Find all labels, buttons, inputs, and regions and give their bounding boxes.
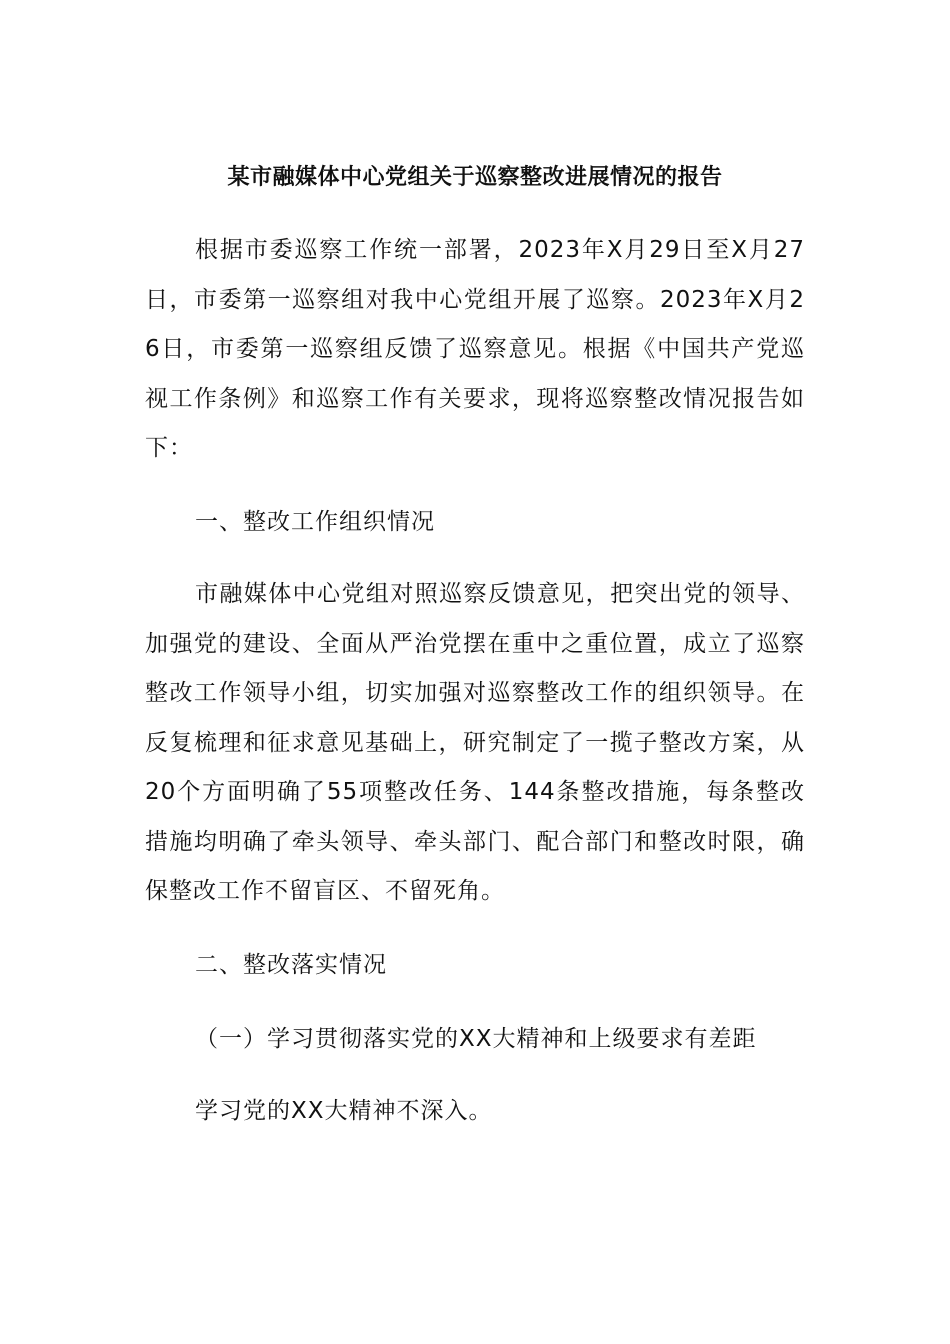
section-1-body: 市融媒体中心党组对照巡察反馈意见，把突出党的领导、加强党的建设、全面从严治党摆在重中之重位置，成立了巡察整改工作领导小组，切实加强对巡察整改工作的组织领导。在反复梳理和征求意见基础上，研究制定了一揽子整改方案，从20个方面明确了55项整改任务、144条整改措施，每条整改措施均明确了牵头领导、牵头部门、配合部门和整改时限，确保整改工作不留盲区、不留死角。 <box>145 581 805 904</box>
intro-paragraph: 根据市委巡察工作统一部署，2023年X月29日至X月27日，市委第一巡察组对我中心党组开展了巡察。2023年X月26日，市委第一巡察组反馈了巡察意见。根据《中国共产党巡视工作条例》和巡察工作有关要求，现将巡察整改情况报告如下： <box>145 237 805 461</box>
section-1-heading: 一、整改工作组织情况 <box>195 509 435 535</box>
subsection-1-heading: （一）学习贯彻落实党的XX大精神和上级要求有差距 <box>195 1026 757 1052</box>
subsection-1-body: 学习党的XX大精神不深入。 <box>195 1098 493 1124</box>
section-2-heading: 二、整改落实情况 <box>195 952 387 978</box>
document-title: 某市融媒体中心党组关于巡察整改进展情况的报告 <box>227 165 723 190</box>
